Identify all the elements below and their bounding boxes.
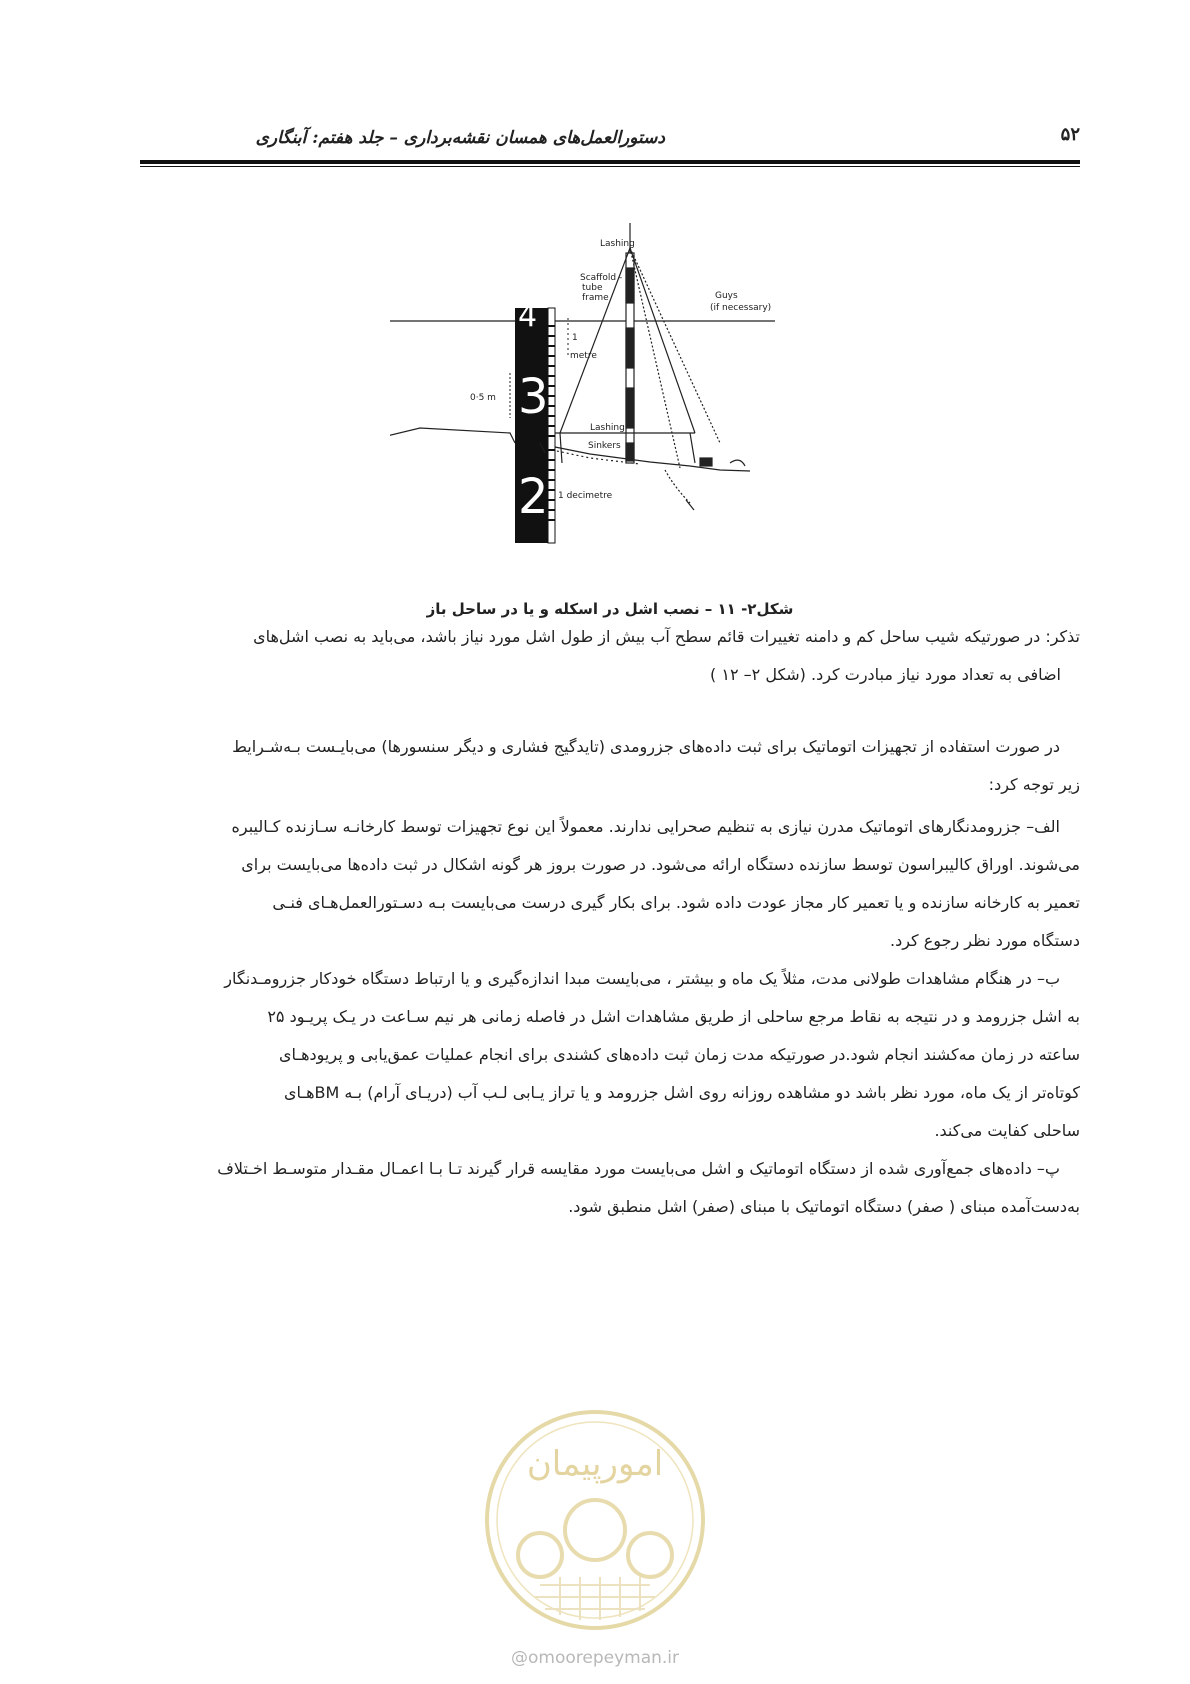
page-number: ۵۲: [1060, 124, 1080, 145]
list-item-line: ساحلی کفایت می‌کند.: [934, 1121, 1080, 1140]
label-half-metre: 0·5 m: [470, 393, 496, 403]
label-if-necessary: (if necessary): [710, 303, 772, 313]
list-item-line: ب– در هنگام مشاهدات طولانی مدت، مثلاً یک ماه و بیشتر ، می‌بایست مبدا اندازه‌گیری و یا ارتباط دستگاه خودکار جزرومـدنگار: [224, 969, 1060, 988]
list-item-line: ساعته در زمان مه‌کشند انجام شود.در صورتیکه مدت زمان ثبت داده‌های کشندی برای انجام عملیات عمق‌یابی و پریودهـای: [279, 1045, 1080, 1064]
label-scaffold: Scaffold -: [580, 273, 623, 283]
staff-digit-3: 3: [518, 369, 549, 425]
label-guys: Guys: [715, 291, 738, 301]
page-header: [140, 120, 1080, 160]
scaffold-frame: [555, 223, 745, 468]
watermark-stamp: [480, 1405, 710, 1635]
note-line: اضافی به تعداد مورد نیاز مبادرت کرد. (شکل ۲– ۱۲ ): [710, 665, 1061, 684]
watermark-website: @omoorepeyman.ir: [510, 1648, 680, 1668]
note-paragraph: [140, 618, 1080, 694]
staff-digit-4: 4: [518, 299, 538, 334]
list-item-line: الف– جزرومدنگارهای اتوماتیک مدرن نیازی به تنظیم صحرایی ندارند. معمولاً این نوع تجهیزات توسط کارخانـه سـازنده کـالیبره: [231, 817, 1060, 836]
label-tube: tube: [582, 283, 603, 293]
staff-digit-2: 2: [518, 469, 549, 525]
list-item-line: پ– داده‌های جمع‌آوری شده از دستگاه اتوماتیک و اشل می‌بایست مورد مقایسه قرار گیرند تـا بـا اعمـال مقـدار متوسـط اخـتلاف: [217, 1159, 1060, 1178]
list-item-line: دستگاه مورد نظر رجوع کرد.: [890, 931, 1080, 950]
intro-line: زیر توجه کرد:: [988, 775, 1080, 794]
list-item-alef: [140, 808, 1080, 960]
intro-paragraph: [140, 728, 1080, 804]
list-item-pe: [140, 1150, 1080, 1226]
label-lashing-top: Lashing: [600, 239, 635, 249]
staff-gauge-board: [515, 299, 555, 543]
tide-staff-figure: [390, 218, 830, 590]
list-item-line: تعمیر به کارخانه سازنده و یا تعمیر کار مجاز عودت داده شود. برای بکار گیری درست می‌بایست بـه دسـتورالعمل‌هـای فنـی: [272, 893, 1080, 912]
list-item-line: به اشل جزرومد و در نتیجه به نقاط مرجع ساحلی از طریق مشاهدات اشل در فاصله زمانی هر نیم سـاعت در یـک پریـود ۲۵: [267, 1007, 1080, 1026]
list-item-line: به‌دست‌آمده مبنای ( صفر) دستگاه اتوماتیک با مبنای (صفر) اشل منطبق شود.: [568, 1197, 1080, 1216]
label-frame: frame: [582, 293, 609, 303]
header-title: دستورالعمل‌های همسان نقشه‌برداری – جلد هفتم: آبنگاری: [255, 128, 665, 148]
watermark-logo: [480, 1405, 710, 1635]
header-rule-thick: [140, 160, 1080, 164]
list-item-be: [140, 960, 1080, 1150]
list-item-line: کوتاه‌تر از یک ماه، مورد نظر باشد دو مشاهده روزانه روی اشل جزرومد و یا تراز یـابی لـب آب (دریـای آرام) بـه BMهـای: [284, 1083, 1080, 1102]
figure-caption: شکل۲- ۱۱ – نصب اشل در اسکله و یا در ساحل باز: [426, 600, 794, 618]
header-rule-thin: [140, 166, 1080, 167]
note-line: تذکر: در صورتیکه شیب ساحل کم و دامنه تغییرات قائم سطح آب بیش از طول اشل مورد نیاز باشد، می‌باید به نصب اشل‌های: [253, 627, 1080, 646]
list-items: [140, 808, 1080, 1226]
watermark-logo-text: امورپیمان: [526, 1444, 664, 1484]
label-one: 1: [572, 333, 578, 343]
label-lashing-bottom: Lashing: [590, 423, 625, 433]
label-decimetre: 1 decimetre: [558, 491, 613, 501]
list-item-line: می‌شوند. اوراق کالیبراسون توسط سازنده دستگاه ارائه می‌شود. در صورت بروز هر گونه اشکال در ثبت داده‌ها می‌بایست برای: [241, 855, 1080, 874]
intro-line: در صورت استفاده از تجهیزات اتوماتیک برای ثبت داده‌های جزرومدی (تایدگیج فشاری و دیگر سنسورها) می‌بایـست بـه‌شـرایط: [232, 737, 1060, 756]
tide-staff-diagram: [390, 218, 830, 590]
label-metre: metre: [570, 351, 597, 361]
label-sinkers: Sinkers: [588, 441, 621, 451]
